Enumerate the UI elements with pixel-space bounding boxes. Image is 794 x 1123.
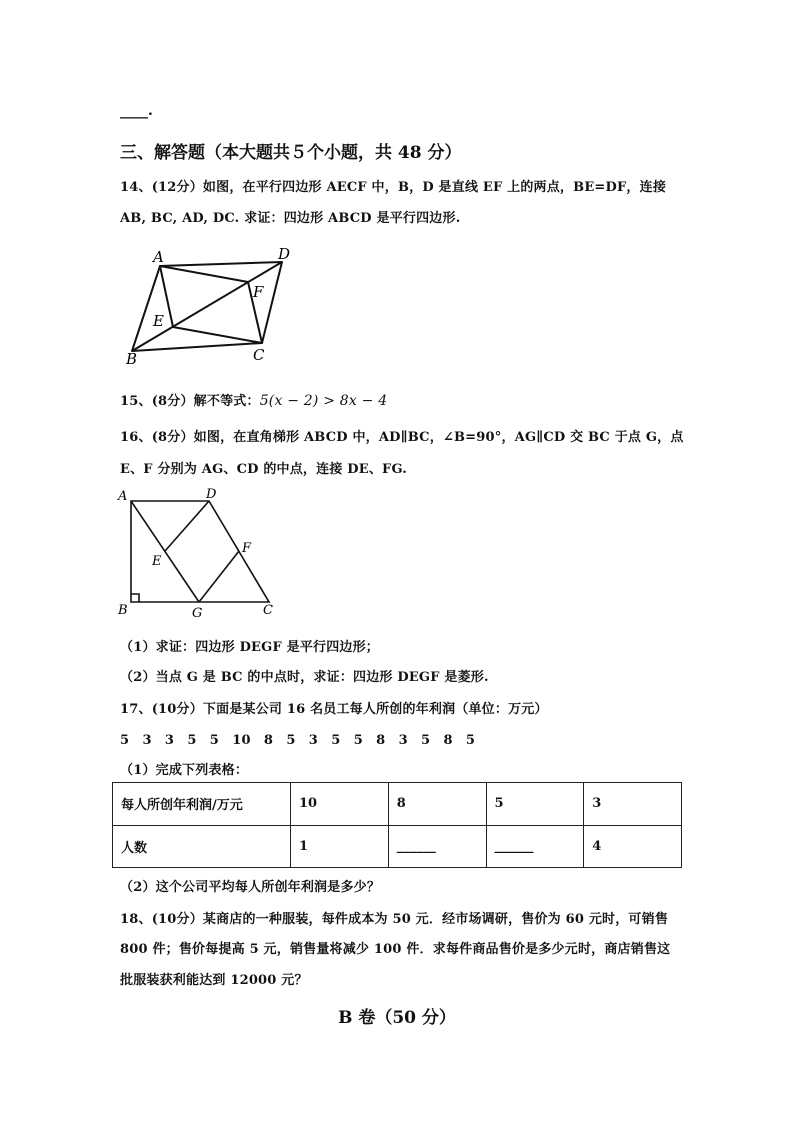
table-cell: 5 <box>486 783 584 826</box>
section-b-heading: B 卷（50 分） <box>338 1008 456 1028</box>
q17-part2: （2）这个公司平均每人所创年利润是多少？ <box>120 880 381 895</box>
q14-parallelogram-figure <box>118 244 308 369</box>
table-cell: 3 <box>584 783 682 826</box>
table-row <box>113 825 682 868</box>
table-cell: 4 <box>584 825 682 868</box>
q14-label-a: A <box>153 248 164 266</box>
q16-label-g: G <box>192 606 203 621</box>
section-title: 三、解答题（本大题共５个小题，共 48 分） <box>120 143 462 163</box>
table-cell-header: 每人所创年利润/万元 <box>113 783 291 826</box>
q16-part1: （1）求证：四边形 DEGF 是平行四边形； <box>120 640 380 655</box>
table-cell: 8 <box>388 783 486 826</box>
table-cell-blank: ______ <box>486 825 584 868</box>
table-cell: 10 <box>291 783 389 826</box>
q18-text-line3: 批服装获利能达到 12000 元？ <box>120 973 308 988</box>
q16-part2: （2）当点 G 是 BC 的中点时，求证：四边形 DEGF 是菱形. <box>120 670 489 685</box>
q16-label-d: D <box>206 487 217 502</box>
q14-label-c: C <box>253 346 265 364</box>
q14-label-d: D <box>278 245 291 263</box>
q16-segment-fg <box>199 551 239 602</box>
q16-right-angle-mark <box>131 594 139 602</box>
table-row <box>113 783 682 826</box>
q18-text-line2: 800 件；售价每提高 5 元，销售量将减少 100 件．求每件商品售价是多少元时，商店销售这 <box>120 942 671 957</box>
q14-text-line1: 14、(12分）如图，在平行四边形 AECF 中，B，D 是直线 EF 上的两点，BE=DF，连接 <box>120 180 667 195</box>
q17-frequency-table <box>112 782 682 868</box>
q17-data-list: 5 3 3 5 5 10 8 5 3 5 5 8 3 5 8 5 <box>120 733 476 748</box>
q17-text-line1: 17、(10分）下面是某公司 16 名员工每人所创的年利润（单位：万元） <box>120 702 548 717</box>
q14-label-f: F <box>253 283 264 301</box>
q16-label-a: A <box>118 489 128 504</box>
q17-part1: （1）完成下列表格： <box>120 763 249 778</box>
q16-text-line1: 16、(8分）如图，在直角梯形 ABCD 中，AD∥BC，∠B=90°，AG∥CD 交 BC 于点 G，点 <box>120 430 684 445</box>
top-answer-blank: ____. <box>120 103 153 119</box>
table-cell: 1 <box>291 825 389 868</box>
q16-trapezoid-figure <box>114 486 284 622</box>
q15-prefix: 15、(8分）解不等式： <box>120 394 260 409</box>
q16-label-c: C <box>263 603 273 618</box>
q14-label-e: E <box>153 312 164 330</box>
q16-text-line2: E、F 分别为 AG、CD 的中点，连接 DE、FG. <box>120 462 408 477</box>
q16-segment-de <box>165 501 209 551</box>
q15-inequality: 5(x − 2) > 8x − 4 <box>259 393 388 409</box>
q16-label-f: F <box>242 541 252 556</box>
q15-text <box>120 390 387 409</box>
q16-label-b: B <box>118 603 128 618</box>
q14-label-b: B <box>126 350 138 368</box>
q16-label-e: E <box>152 554 162 569</box>
q16-segment-ag <box>131 501 199 602</box>
table-cell-header: 人数 <box>113 825 291 868</box>
q18-text-line1: 18、(10分）某商店的一种服装，每件成本为 50 元．经市场调研，售价为 60 元时，可销售 <box>120 912 669 927</box>
q14-text-line2: AB, BC, AD, DC. 求证：四边形 ABCD 是平行四边形. <box>120 211 461 226</box>
table-cell-blank: ______ <box>388 825 486 868</box>
